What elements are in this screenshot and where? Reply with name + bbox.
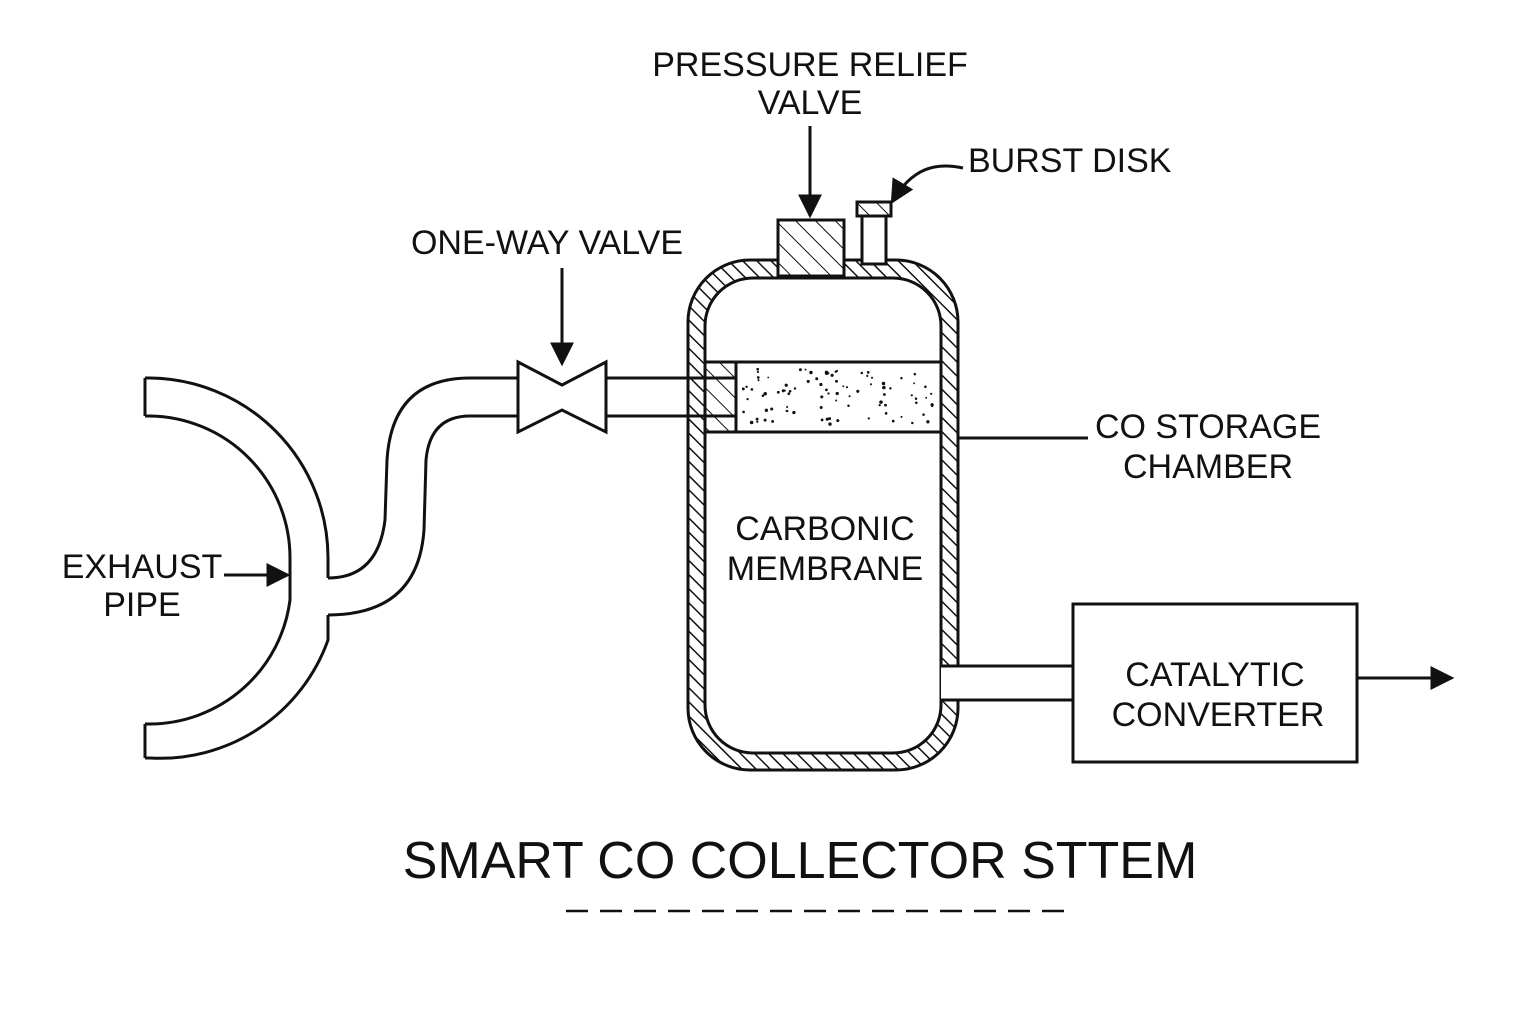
- membrane-speckle: [930, 393, 932, 395]
- membrane-speckle: [825, 389, 828, 392]
- membrane-speckle: [787, 392, 790, 395]
- membrane-speckle: [871, 377, 873, 379]
- membrane-speckle: [756, 421, 758, 423]
- membrane-speckle: [809, 371, 812, 374]
- membrane-speckle: [771, 420, 774, 423]
- membrane-speckle: [792, 411, 795, 414]
- membrane-speckle: [789, 390, 792, 393]
- inlet-tube: [328, 378, 520, 615]
- membrane-speckle: [786, 406, 788, 408]
- membrane-speckle: [911, 422, 913, 424]
- membrane-speckle: [757, 379, 759, 381]
- diagram-title: SMART CO COLLECTOR STTEM: [402, 832, 1198, 890]
- membrane-speckle: [756, 418, 759, 421]
- co-storage-label-line2: CHAMBER: [1122, 448, 1294, 486]
- membrane-speckle: [820, 406, 823, 409]
- membrane-speckle: [926, 420, 929, 423]
- membrane-speckle: [819, 383, 822, 386]
- membrane-speckle: [830, 374, 833, 377]
- membrane-speckle: [915, 397, 918, 400]
- membrane-speckle: [900, 377, 902, 379]
- membrane-speckle: [799, 368, 802, 371]
- membrane-speckle: [914, 373, 917, 376]
- carbonic-membrane-label-line2: MEMBRANE: [726, 550, 924, 588]
- burst-disk-label: BURST DISK: [968, 142, 1172, 180]
- membrane-speckle: [765, 409, 768, 412]
- membrane-speckle: [770, 407, 773, 410]
- membrane-speckle: [762, 394, 765, 397]
- membrane-speckle: [882, 382, 886, 386]
- membrane-speckle: [879, 404, 881, 406]
- catalytic-converter-label-line1: CATALYTIC: [1125, 656, 1305, 694]
- membrane-speckle: [867, 371, 870, 374]
- membrane-speckle: [861, 372, 864, 375]
- membrane-speckle: [922, 413, 925, 416]
- membrane-speckle: [756, 368, 759, 371]
- membrane-speckle: [784, 390, 786, 392]
- membrane-speckle: [870, 383, 872, 385]
- membrane-speckle: [742, 411, 745, 414]
- membrane-speckle: [868, 417, 870, 419]
- membrane-speckle: [785, 384, 788, 387]
- membrane-speckle: [879, 400, 883, 404]
- membrane-speckle: [882, 386, 885, 389]
- membrane-speckle: [805, 369, 807, 371]
- carbonic-membrane: [705, 362, 941, 432]
- membrane-speckle: [925, 397, 927, 399]
- membrane-speckle: [794, 387, 796, 389]
- membrane-speckle: [750, 421, 754, 425]
- membrane-speckle: [931, 405, 933, 407]
- membrane-speckle: [900, 416, 902, 418]
- carbonic-membrane-label-line1: CARBONIC: [735, 510, 915, 548]
- catalytic-converter: [1073, 604, 1357, 762]
- membrane-speckle: [836, 392, 839, 395]
- membrane-speckle: [911, 394, 913, 396]
- outlet-tube: [941, 666, 1073, 700]
- exhaust-pipe-label-line2: PIPE: [103, 586, 181, 624]
- membrane-speckle: [826, 418, 829, 421]
- membrane-speckle: [885, 412, 888, 415]
- membrane-speckle: [757, 376, 760, 379]
- exhaust-pipe-label-line1: EXHAUST: [61, 548, 223, 586]
- pressure-relief-label-line1: PRESSURE RELIEF: [652, 46, 968, 84]
- membrane-speckle: [820, 395, 823, 398]
- membrane-speckle: [827, 392, 829, 394]
- membrane-speckle: [767, 377, 769, 379]
- membrane-speckle: [846, 386, 848, 388]
- membrane-speckle: [842, 385, 844, 387]
- membrane-speckle: [856, 390, 859, 393]
- membrane-speckle: [883, 393, 886, 396]
- membrane-speckle: [825, 371, 829, 375]
- membrane-speckle: [751, 388, 754, 391]
- membrane-speckle: [847, 405, 850, 408]
- membrane-speckle: [836, 419, 839, 422]
- membrane-speckle: [889, 387, 891, 389]
- pressure-relief-valve: [778, 220, 844, 276]
- pressure-relief-label-line2: VALVE: [757, 84, 863, 122]
- membrane-speckle: [745, 386, 747, 388]
- membrane-speckle: [777, 391, 780, 394]
- membrane-speckle: [828, 422, 831, 425]
- membrane-speckle: [746, 398, 748, 400]
- catalytic-converter-label-line2: CONVERTER: [1111, 696, 1325, 734]
- membrane-speckle: [892, 420, 895, 423]
- membrane-speckle: [821, 418, 824, 421]
- membrane-speckle: [884, 404, 887, 407]
- membrane-speckle: [815, 377, 818, 380]
- membrane-speckle: [849, 395, 851, 397]
- membrane-speckle: [757, 371, 759, 373]
- membrane-speckle: [742, 387, 745, 390]
- co-storage-label-line1: CO STORAGE: [1094, 408, 1322, 446]
- membrane-speckle: [807, 380, 810, 383]
- membrane-speckle: [835, 370, 837, 372]
- membrane-speckle: [764, 419, 767, 422]
- membrane-speckle: [866, 375, 868, 377]
- membrane-speckle: [915, 402, 918, 405]
- membrane-speckle: [913, 382, 915, 384]
- membrane-speckle: [786, 410, 788, 412]
- membrane-speckle: [835, 400, 837, 402]
- burst-disk: [857, 202, 891, 264]
- one-way-valve-label: ONE-WAY VALVE: [410, 224, 684, 262]
- membrane-speckle: [835, 380, 838, 383]
- one-way-valve: [518, 362, 606, 432]
- burst-disk-leader: [892, 166, 963, 202]
- membrane-speckle: [924, 386, 927, 389]
